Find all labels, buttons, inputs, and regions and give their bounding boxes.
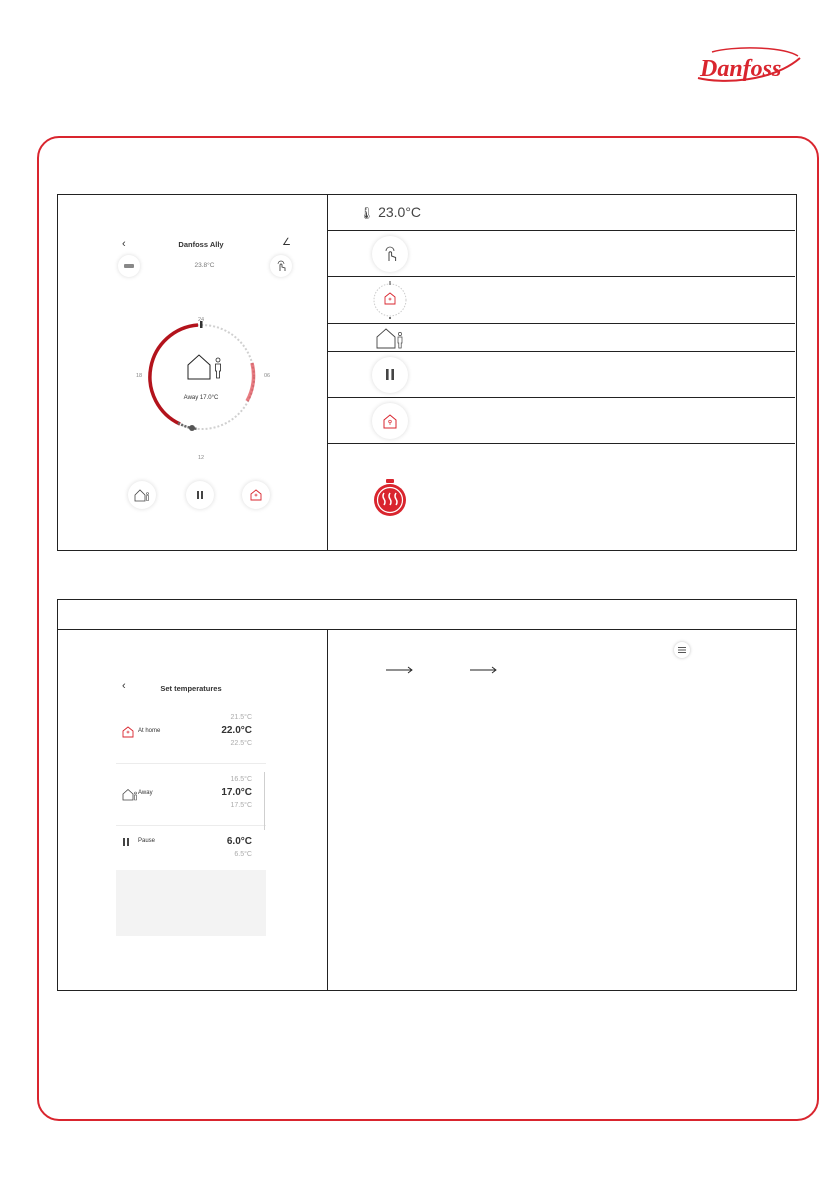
menu-icon bbox=[674, 642, 690, 658]
danfoss-logo bbox=[692, 44, 804, 90]
away-icon bbox=[373, 326, 407, 350]
value-selected: 17.0°C bbox=[221, 787, 252, 798]
instructions-cell bbox=[328, 630, 796, 990]
item-name: Away bbox=[138, 790, 153, 796]
set-temperatures-table bbox=[57, 599, 797, 991]
away-icon bbox=[134, 488, 150, 502]
screen-title: Set temperatures bbox=[160, 684, 222, 693]
legend-row-pause bbox=[327, 352, 795, 398]
home-mode-button[interactable] bbox=[242, 481, 270, 509]
heating-icon bbox=[370, 476, 410, 518]
away-icon bbox=[122, 788, 138, 801]
set-temperatures-screenshot-cell bbox=[58, 630, 328, 990]
value-below: 17.5°C bbox=[230, 802, 252, 809]
legend-row-away bbox=[327, 324, 795, 352]
set-temperatures-screen bbox=[116, 674, 266, 940]
svg-text:Danfoss: Danfoss bbox=[700, 56, 782, 82]
legend-row-home bbox=[327, 398, 795, 444]
scrollbar[interactable] bbox=[264, 772, 265, 830]
thermometer-temp bbox=[359, 204, 421, 220]
legend-row-touch bbox=[327, 231, 795, 277]
value-selected: 22.0°C bbox=[221, 725, 252, 736]
legend-row-temperature bbox=[327, 194, 795, 231]
value-selected: 6.0°C bbox=[226, 836, 252, 847]
app-main-screen bbox=[106, 225, 296, 525]
dial-label-bottom: 12 bbox=[198, 455, 205, 461]
value-below: 22.5°C bbox=[230, 740, 252, 747]
temp-item-pause[interactable] bbox=[116, 826, 266, 870]
value-above: 21.5°C bbox=[230, 714, 252, 721]
home-icon bbox=[382, 413, 398, 429]
away-mode-button[interactable] bbox=[128, 481, 156, 509]
pause-icon bbox=[385, 369, 395, 380]
value-above: 16.5°C bbox=[230, 776, 252, 783]
temp-item-away[interactable] bbox=[116, 764, 266, 826]
table-header bbox=[58, 600, 796, 630]
value-below: 6.5°C bbox=[234, 851, 252, 858]
mini-dial-icon bbox=[368, 278, 412, 322]
home-icon bbox=[122, 726, 134, 738]
temp-item-at-home[interactable] bbox=[116, 700, 266, 764]
dial-label-right: 06 bbox=[264, 373, 271, 379]
edit-icon[interactable]: ∠ bbox=[282, 237, 291, 248]
back-arrow-icon[interactable]: ‹ bbox=[122, 238, 126, 250]
pause-icon bbox=[122, 838, 130, 846]
empty-area bbox=[116, 870, 266, 936]
schedule-dial[interactable] bbox=[142, 317, 262, 437]
overview-screenshot-cell bbox=[58, 195, 328, 550]
legend-row-heating bbox=[327, 444, 795, 549]
item-name: Pause bbox=[138, 838, 156, 844]
touch-icon bbox=[381, 245, 399, 263]
home-icon bbox=[250, 489, 262, 501]
arrow-right-icon bbox=[470, 665, 498, 675]
legend-row-dial bbox=[327, 277, 795, 324]
dial-label-top: 24 bbox=[198, 317, 205, 323]
touch-icon[interactable] bbox=[270, 255, 292, 277]
back-arrow-icon[interactable]: ‹ bbox=[122, 680, 126, 692]
pause-icon bbox=[196, 491, 204, 499]
dial-label-left: 18 bbox=[136, 373, 143, 379]
room-temperature:  23.8°C bbox=[187, 262, 215, 269]
arrow-right-icon bbox=[386, 665, 414, 675]
pause-mode-button[interactable] bbox=[186, 481, 214, 509]
item-name: At home bbox=[138, 728, 161, 734]
temperature-value: 23.0°C bbox=[378, 204, 422, 220]
mode-label: Away 17.0°C bbox=[183, 395, 219, 401]
thermometer-icon: 🌡 bbox=[358, 206, 375, 220]
app-title: Danfoss Ally bbox=[178, 240, 224, 249]
